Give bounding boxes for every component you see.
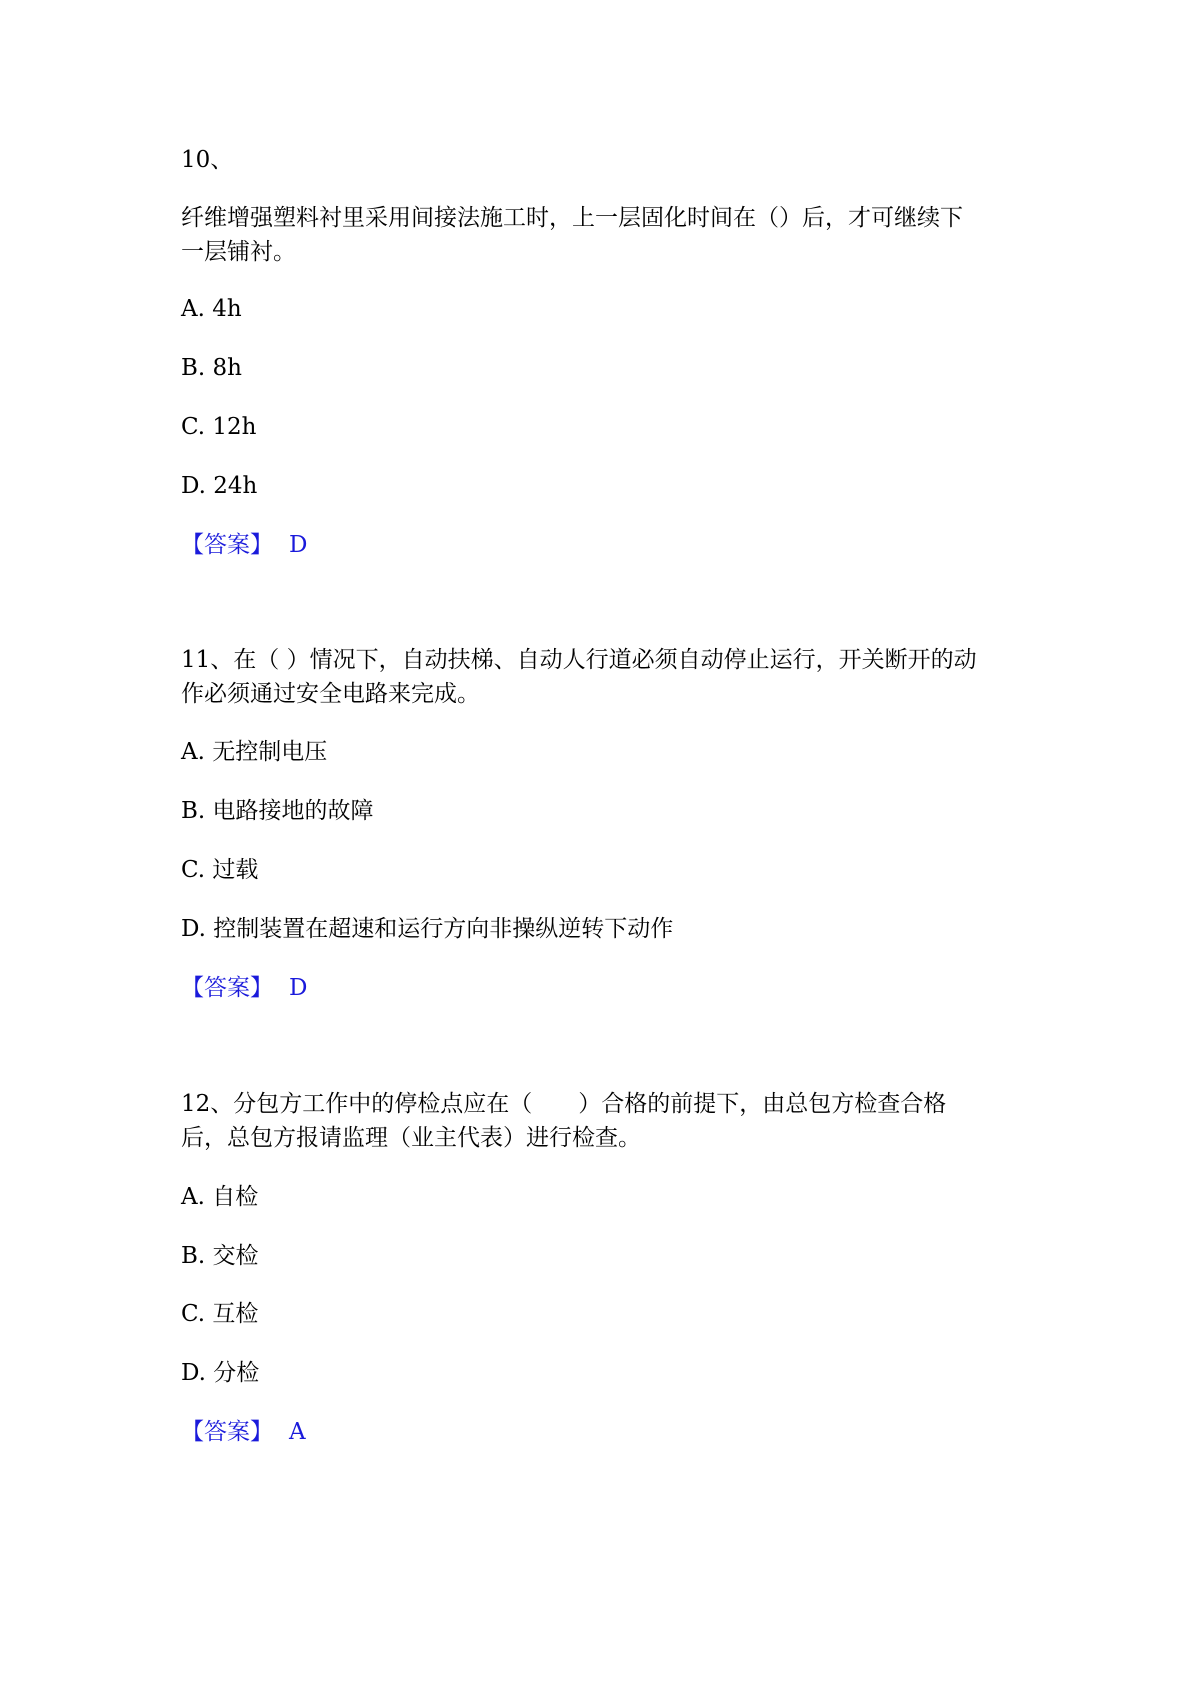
answer-value: A [289, 1419, 306, 1445]
question-stem-line: 12、分包方工作中的停检点应在（ ）合格的前提下，由总包方检查合格 [181, 1091, 947, 1117]
option-a: A. 无控制电压 [181, 739, 328, 765]
option-b: B. 电路接地的故障 [181, 798, 374, 824]
answer-label: 【答案】 [181, 532, 273, 558]
answer-value: D [289, 532, 308, 558]
answer-line [181, 528, 307, 562]
option-d: D. 分检 [181, 1360, 260, 1386]
answer-label: 【答案】 [181, 975, 273, 1001]
question-number: 10、 [181, 147, 234, 173]
option-c: C. 过载 [181, 857, 259, 883]
option-a: A. 4h [181, 296, 242, 322]
option-a: A. 自检 [181, 1184, 259, 1210]
question-stem-line: 一层铺衬。 [181, 239, 296, 265]
option-c: C. 互检 [181, 1301, 259, 1327]
answer-label: 【答案】 [181, 1419, 273, 1445]
option-d: D. 24h [181, 473, 258, 499]
option-d: D. 控制装置在超速和运行方向非操纵逆转下动作 [181, 916, 674, 942]
option-b: B. 8h [181, 355, 242, 381]
question-stem-line: 纤维增强塑料衬里采用间接法施工时，上一层固化时间在（）后，才可继续下 [181, 205, 963, 231]
option-c: C. 12h [181, 414, 257, 440]
option-b: B. 交检 [181, 1243, 259, 1269]
question-stem-line: 11、在（ ）情况下，自动扶梯、自动人行道必须自动停止运行，开关断开的动 [181, 647, 977, 673]
answer-line [181, 971, 307, 1005]
answer-value: D [289, 975, 308, 1001]
answer-line [181, 1415, 306, 1449]
question-stem-line: 作必须通过安全电路来完成。 [181, 681, 480, 707]
question-stem-line: 后，总包方报请监理（业主代表）进行检查。 [181, 1125, 641, 1151]
